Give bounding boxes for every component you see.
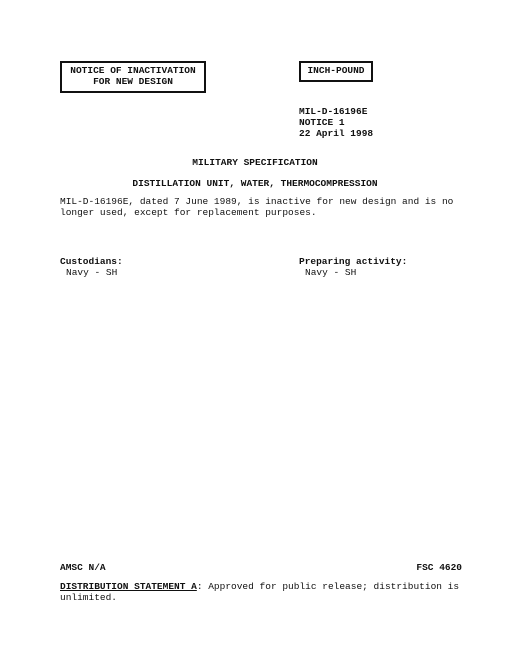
distribution-statement-text: : Approved for public release; distribution is unlimited. <box>60 581 460 603</box>
custodians-label: Custodians: <box>60 256 123 267</box>
amsc-code: AMSC N/A <box>60 562 106 573</box>
inch-pound-box: INCH-POUND <box>299 61 373 82</box>
notice-date: 22 April 1998 <box>299 127 374 139</box>
document-identification <box>299 107 373 140</box>
document-number: MIL-D-16196E <box>299 106 368 117</box>
custodians-block <box>60 257 123 279</box>
specification-type-heading: MILITARY SPECIFICATION <box>192 157 318 168</box>
preparing-activity-block <box>299 257 407 279</box>
custodians-value: Navy - SH <box>66 266 118 278</box>
inactivation-notice-box: NOTICE OF INACTIVATION FOR NEW DESIGN <box>60 61 206 93</box>
inactivation-paragraph: MIL-D-16196E, dated 7 June 1989, is inactive for new design and is no longer used, except for replacement purposes. <box>60 196 454 218</box>
document-title: DISTILLATION UNIT, WATER, THERMOCOMPRESSION <box>132 178 378 189</box>
preparing-activity-label: Preparing activity: <box>299 256 408 267</box>
notice-number: NOTICE 1 <box>299 116 345 128</box>
distribution-statement-label: DISTRIBUTION STATEMENT A <box>60 581 197 592</box>
fsc-code: FSC 4620 <box>416 562 462 573</box>
distribution-statement <box>60 582 472 604</box>
preparing-activity-value: Navy - SH <box>305 266 357 278</box>
